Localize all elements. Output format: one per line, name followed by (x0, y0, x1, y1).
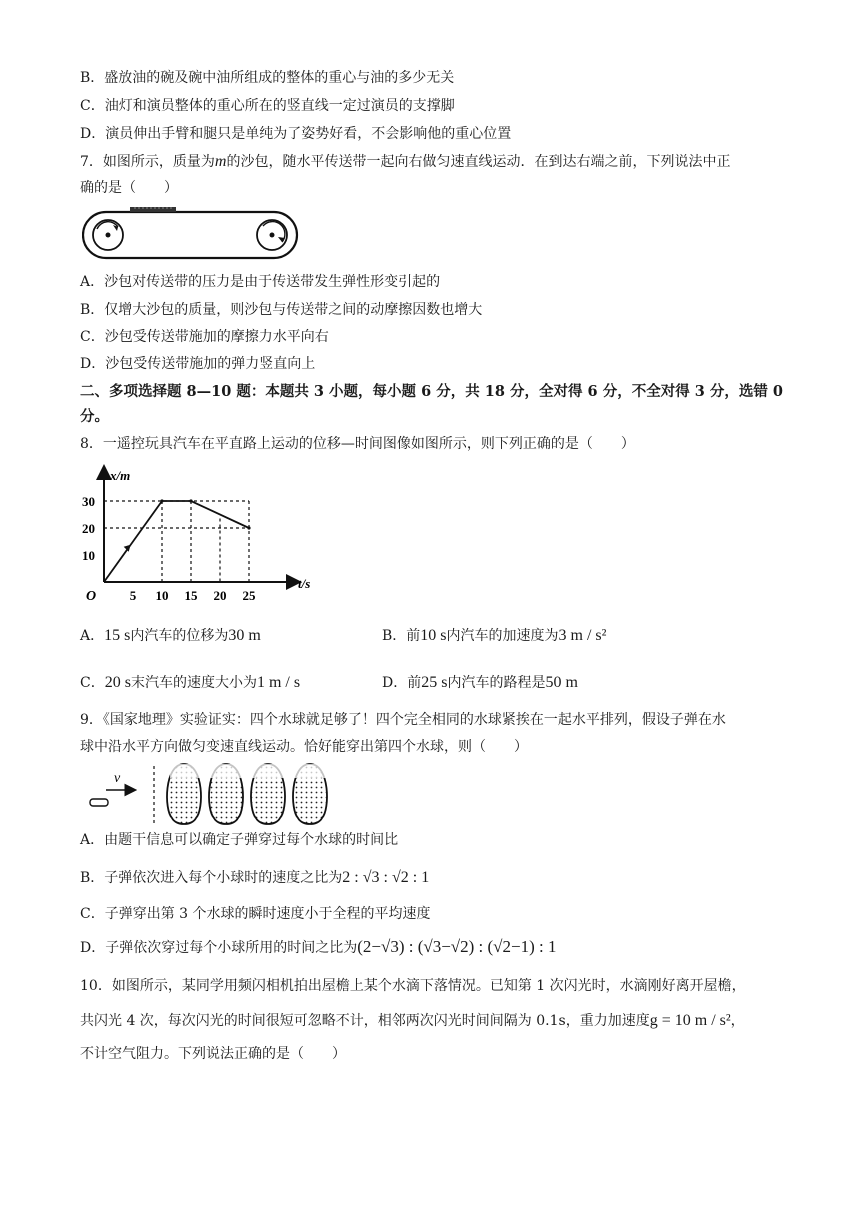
q9-stem-line2: 球中沿水平方向做匀变速直线运动。恰好能穿出第四个水球，则（ ） (80, 739, 528, 755)
q6-option-d: D．演员伸出手臂和腿只是单纯为了姿势好看，不会影响他的重心位置 (80, 126, 512, 142)
q8-stem: 8．一遥控玩具汽车在平直路上运动的位移—时间图像如图所示，则下列正确的是（ ） (80, 436, 635, 452)
y-tick-label: 10 (82, 548, 95, 563)
x-tick-label: 25 (242, 588, 256, 603)
q8-option-a: A．15 s内汽车的位移为30 m (80, 627, 261, 644)
data-point (189, 499, 192, 502)
q9-stem: 9．《国家地理》实验证实：四个水球就足够了！四个完全相同的水球紧挨在一起水平排列，假设子弹在水 (80, 712, 726, 728)
x-axis-label: t/s (298, 576, 311, 591)
q6-option-b: B．盛放油的碗及碗中油所组成的整体的重心与油的多少无关 (80, 70, 455, 86)
water-balls-figure (84, 760, 354, 832)
q7-stem: 7．如图所示，质量为m的沙包，随水平传送带一起向右做匀速直线运动．在到达右端之前，下列说法中正 (80, 153, 731, 170)
q8-option-d: D．前25 s内汽车的路程是50 m (382, 674, 578, 691)
q10-stem: 10．如图所示，某同学用频闪相机拍出屋檐上某个水滴下落情况。已知第 1 次闪光时，水滴刚好离开屋檐， (80, 978, 746, 994)
velocity-label: v (114, 771, 121, 786)
y-tick-label: 30 (82, 494, 95, 509)
q7-option-a: A．沙包对传送带的压力是由于传送带发生弹性形变引起的 (80, 274, 441, 290)
q8-option-c: C．20 s末汽车的速度大小为1 m / s (80, 674, 301, 691)
xt-line (104, 501, 249, 582)
q9-option-c: C．子弹穿出第 3 个水球的瞬时速度小于全程的平均速度 (80, 906, 431, 922)
x-tick-label: 10 (155, 588, 169, 603)
q7-option-d: D．沙包受传送带施加的弹力竖直向上 (80, 356, 316, 372)
q6-option-c: C．油灯和演员整体的重心所在的竖直线一定过演员的支撑脚 (80, 98, 455, 114)
displacement-time-graph (76, 462, 326, 612)
q10-stem-line3: 不计空气阻力。下列说法正确的是（ ） (80, 1046, 346, 1062)
q7-option-b: B．仅增大沙包的质量，则沙包与传送带之间的动摩擦因数也增大 (80, 302, 483, 318)
x-tick-label: 20 (213, 588, 227, 603)
q8-option-b: B．前10 s内汽车的加速度为3 m / s² (382, 627, 607, 644)
q10-stem-line2: 共闪光 4 次，每次闪光的时间很短可忽略不计，相邻两次闪光时间间隔为 0.1s，重力加速度g = 10 m / s²， (80, 1012, 745, 1029)
y-tick-label: 20 (82, 521, 95, 536)
x-tick-label: 5 (129, 588, 137, 603)
q9-option-b: B．子弹依次进入每个小球时的速度之比为2 : √3 : √2 : 1 (80, 869, 430, 886)
data-point (247, 526, 250, 529)
q9-option-d: D．子弹依次穿过每个小球所用的时间之比为(2−√3) : (√3−√2) : (√2−1) : 1 (80, 937, 557, 956)
q7-option-c: C．沙包受传送带施加的摩擦力水平向右 (80, 329, 329, 345)
conveyor-belt-figure (82, 206, 300, 264)
y-axis-label: x/m (110, 468, 131, 483)
q7-stem-line2: 确的是（ ） (80, 180, 178, 196)
q9-option-a: A．由题干信息可以确定子弹穿过每个水球的时间比 (80, 832, 399, 848)
data-point (160, 499, 163, 502)
x-tick-label: 15 (184, 588, 198, 603)
section-2-header: 二、多项选择题 8—10 题：本题共 3 小题，每小题 6 分，共 18 分，全对得 6 分，不全对得 3 分，选错 0 分。 (80, 383, 784, 425)
origin-label: O (86, 589, 97, 604)
